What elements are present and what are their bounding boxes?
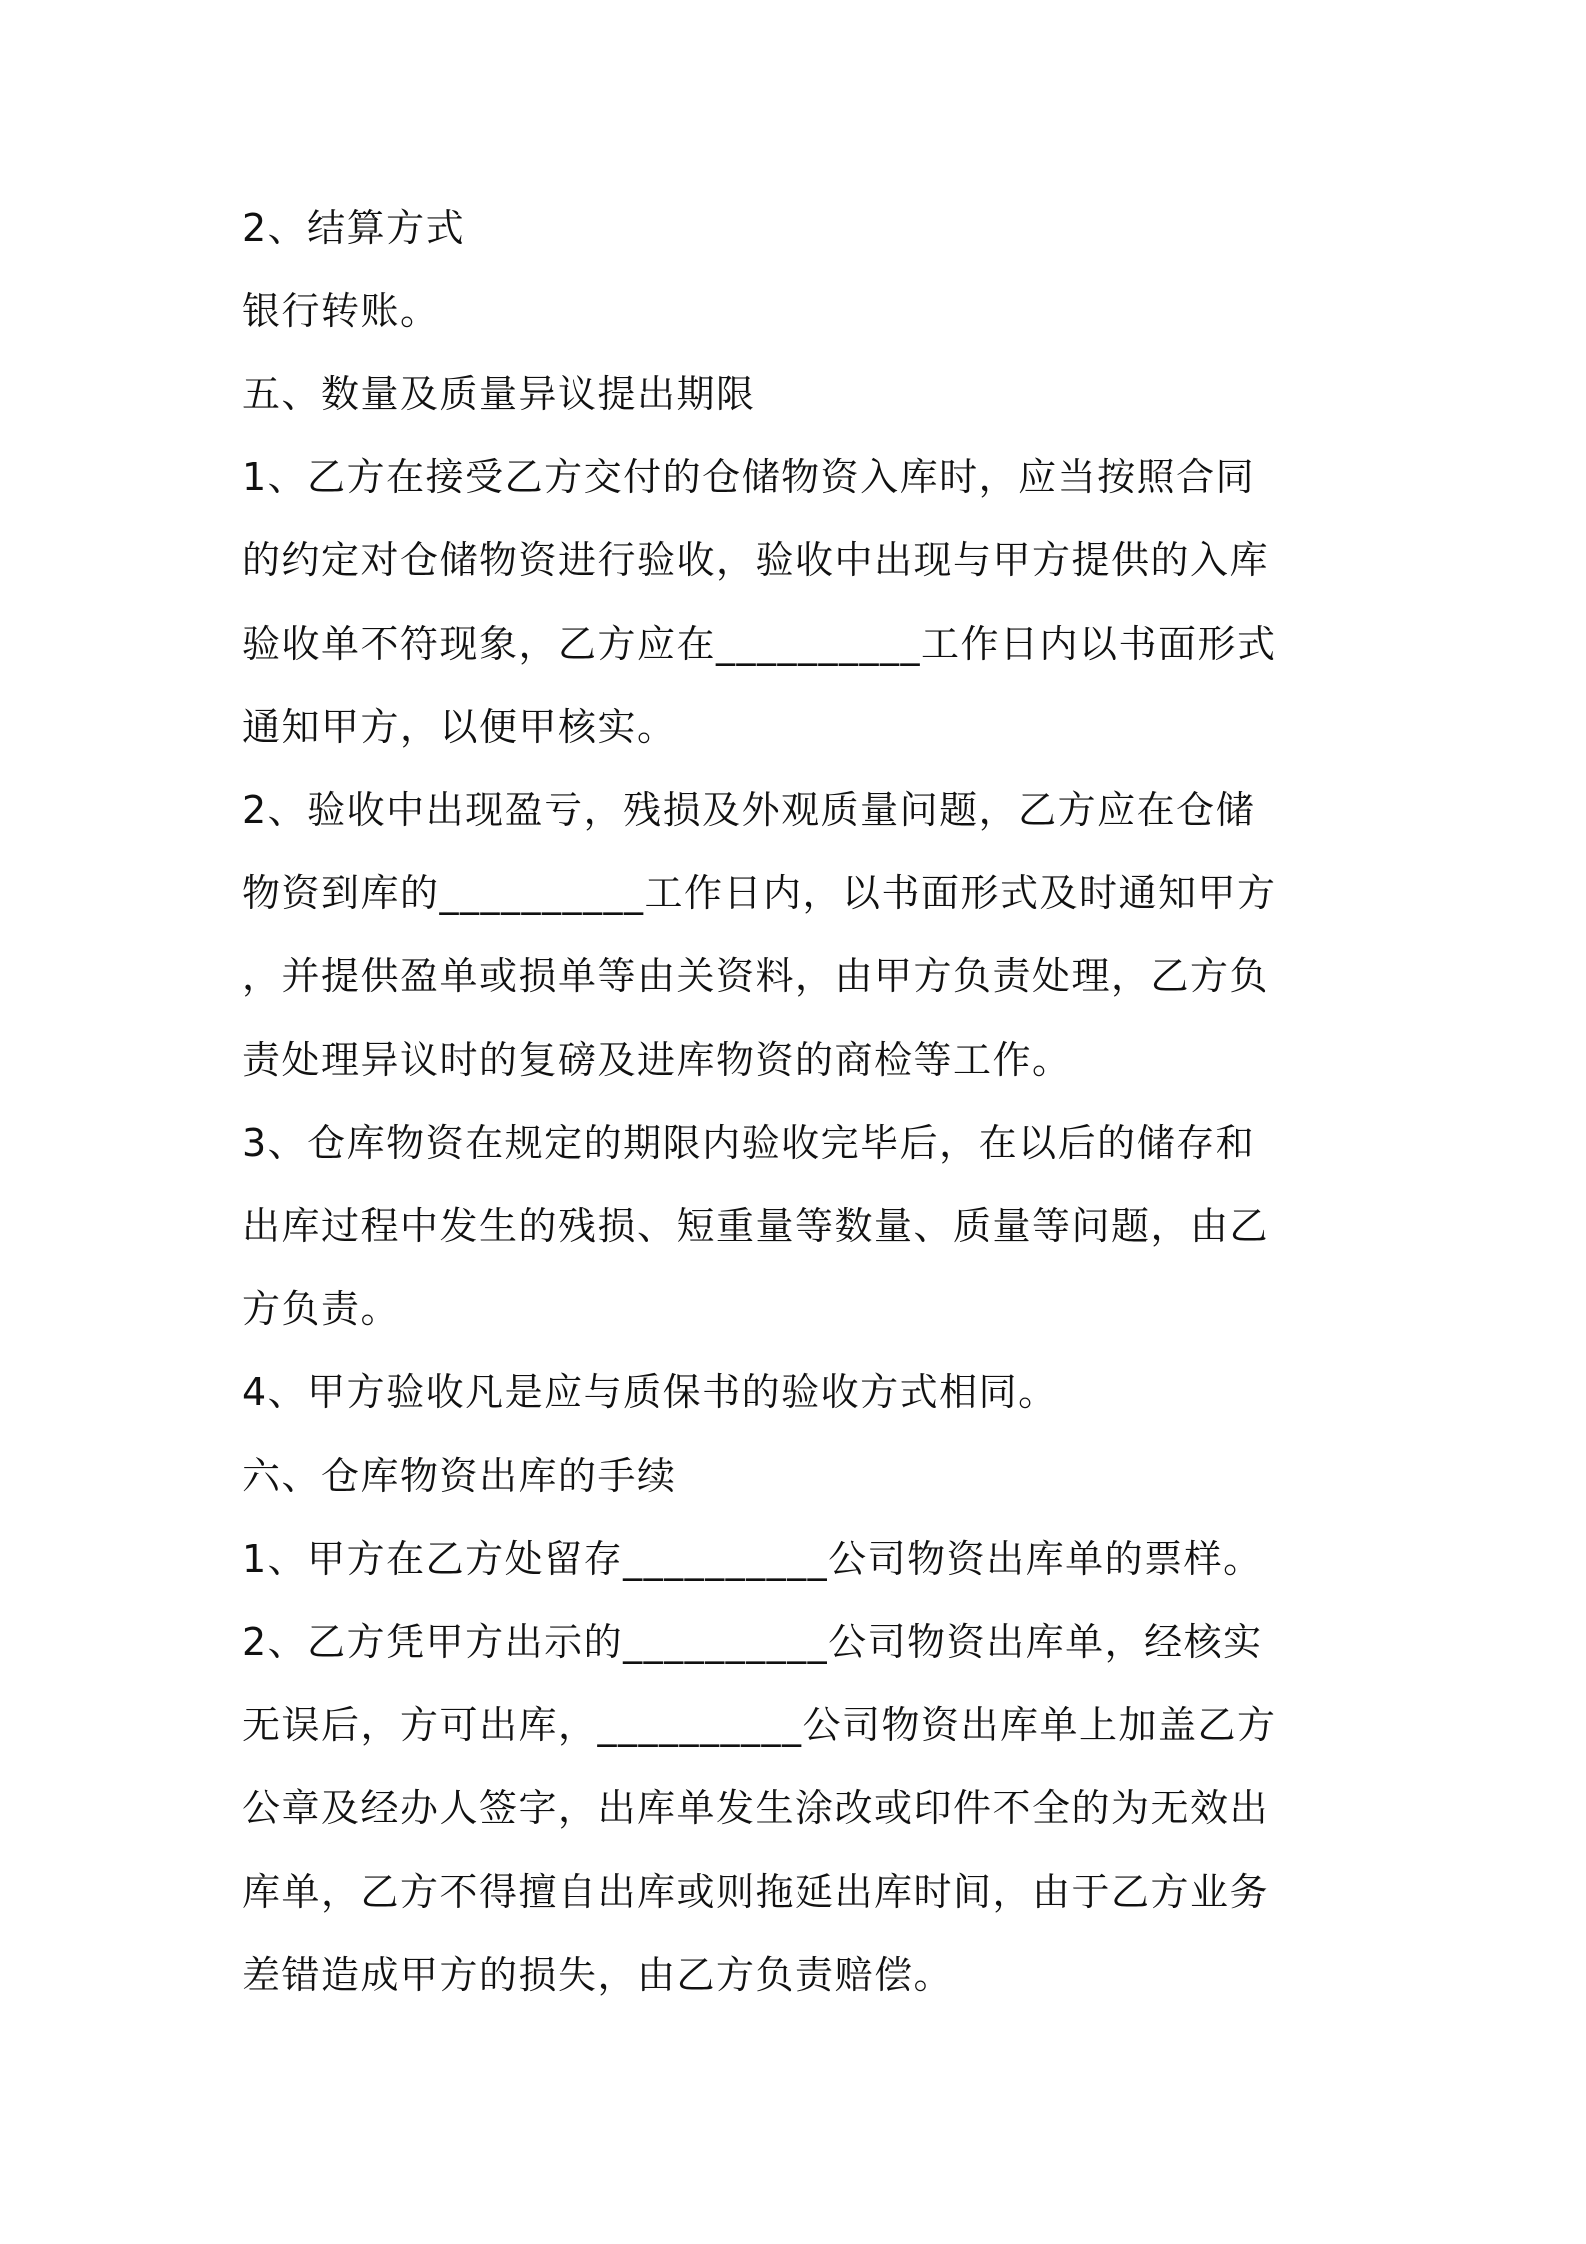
paragraph-line: 库单，乙方不得擅自出库或则拖延出库时间，由于乙方业务 [242,1870,1270,1914]
paragraph-line: 2、验收中出现盈亏，残损及外观质量问题，乙方应在仓储 [242,788,1256,832]
paragraph-line: 验收单不符现象，乙方应在__________工作日内以书面形式 [242,622,1277,666]
paragraph-line: 1、甲方在乙方处留存__________公司物资出库单的票样。 [242,1537,1263,1581]
paragraph-line: 4、甲方验收凡是应与质保书的验收方式相同。 [242,1370,1058,1414]
paragraph-line: 公章及经办人签字，出库单发生涂改或印件不全的为无效出 [242,1786,1270,1830]
paragraph-line: 方负责。 [242,1287,401,1331]
section-heading-five: 五、数量及质量异议提出期限 [242,372,756,416]
paragraph-line: 出库过程中发生的残损、短重量等数量、质量等问题，由乙 [242,1204,1270,1248]
paragraph-line: 责处理异议时的复磅及进库物资的商检等工作。 [242,1038,1072,1082]
paragraph-line: 无误后，方可出库，__________公司物资出库单上加盖乙方 [242,1703,1277,1747]
paragraph-line: 通知甲方，以便甲核实。 [242,705,677,749]
paragraph-line: ，并提供盈单或损单等由关资料，由甲方负责处理，乙方负 [242,954,1270,998]
section-heading-six: 六、仓库物资出库的手续 [242,1454,677,1498]
paragraph-line: 差错造成甲方的损失，由乙方负责赔偿。 [242,1953,954,1997]
section-heading-settlement: 2、结算方式 [242,206,466,250]
paragraph-line: 1、乙方在接受乙方交付的仓储物资入库时，应当按照合同 [242,455,1256,499]
paragraph-line: 2、乙方凭甲方出示的__________公司物资出库单，经核实 [242,1620,1263,1664]
paragraph-line: 的约定对仓储物资进行验收，验收中出现与甲方提供的入库 [242,538,1270,582]
paragraph-line: 3、仓库物资在规定的期限内验收完毕后，在以后的储存和 [242,1121,1256,1165]
paragraph-line: 银行转账。 [242,289,440,333]
paragraph-line: 物资到库的__________工作日内，以书面形式及时通知甲方 [242,871,1277,915]
